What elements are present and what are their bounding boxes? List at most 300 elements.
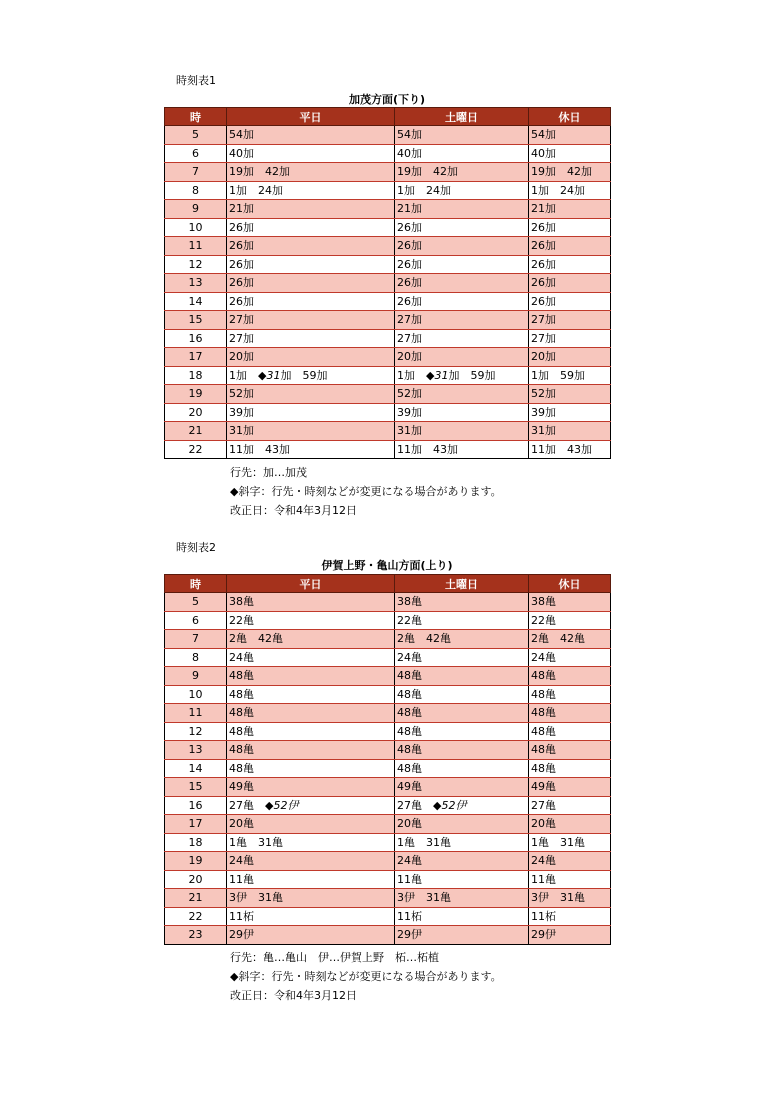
holiday-cell bbox=[529, 440, 611, 459]
saturday-cell bbox=[395, 255, 529, 274]
table-row bbox=[165, 348, 611, 367]
departure-time: 24亀 bbox=[229, 650, 254, 664]
departure-time: 27加 bbox=[229, 331, 254, 345]
departure-time: 31亀 bbox=[426, 835, 451, 849]
departure-time: 20亀 bbox=[531, 817, 556, 831]
departure-time: 48亀 bbox=[397, 687, 422, 701]
holiday-cell bbox=[529, 833, 611, 852]
holiday-cell bbox=[529, 907, 611, 926]
departure-time: 48亀 bbox=[229, 743, 254, 757]
header-hour: 時 bbox=[165, 575, 227, 593]
table-row bbox=[165, 144, 611, 163]
hour-cell: 6 bbox=[165, 611, 227, 630]
weekday-cell bbox=[227, 403, 395, 422]
saturday-cell bbox=[395, 181, 529, 200]
departure-time: 22亀 bbox=[397, 613, 422, 627]
table-row bbox=[165, 852, 611, 871]
table-row bbox=[165, 778, 611, 797]
departure-time: 27亀 bbox=[531, 798, 556, 812]
table-row bbox=[165, 292, 611, 311]
departure-time: 11加 bbox=[397, 442, 422, 456]
header-hour: 時 bbox=[165, 108, 227, 126]
saturday-cell bbox=[395, 348, 529, 367]
holiday-cell bbox=[529, 611, 611, 630]
table-row bbox=[165, 870, 611, 889]
departure-time: 39加 bbox=[397, 405, 422, 419]
departure-time: 3伊 bbox=[229, 891, 247, 905]
hour-cell: 13 bbox=[165, 274, 227, 293]
saturday-cell bbox=[395, 385, 529, 404]
departure-time: 48亀 bbox=[397, 669, 422, 683]
hour-cell: 18 bbox=[165, 366, 227, 385]
holiday-cell bbox=[529, 218, 611, 237]
hour-cell: 17 bbox=[165, 348, 227, 367]
departure-time: 26加 bbox=[397, 276, 422, 290]
table-row bbox=[165, 181, 611, 200]
departure-time: 11柘 bbox=[397, 909, 422, 923]
saturday-cell bbox=[395, 759, 529, 778]
table-row bbox=[165, 907, 611, 926]
departure-time: 26加 bbox=[229, 276, 254, 290]
holiday-cell bbox=[529, 852, 611, 871]
saturday-cell bbox=[395, 274, 529, 293]
weekday-cell bbox=[227, 907, 395, 926]
saturday-cell bbox=[395, 815, 529, 834]
departure-time: 31亀 bbox=[258, 835, 283, 849]
departure-time-italic-minute: 52伊 bbox=[273, 798, 299, 812]
weekday-cell bbox=[227, 181, 395, 200]
weekday-cell bbox=[227, 704, 395, 723]
timetable-1-revision-date: 改正日：令和4年3月12日 bbox=[230, 504, 357, 517]
timetable-2-destination-note: 行先：亀…亀山 伊…伊賀上野 柘…柘植 bbox=[230, 951, 439, 964]
hour-cell: 20 bbox=[165, 403, 227, 422]
departure-time: 49亀 bbox=[397, 780, 422, 794]
table-row bbox=[165, 722, 611, 741]
hour-cell: 14 bbox=[165, 759, 227, 778]
departure-time: 48亀 bbox=[531, 743, 556, 757]
table-row bbox=[165, 926, 611, 945]
departure-time: 48亀 bbox=[397, 706, 422, 720]
departure-time: 38亀 bbox=[397, 595, 422, 609]
hour-cell: 18 bbox=[165, 833, 227, 852]
holiday-cell bbox=[529, 403, 611, 422]
holiday-cell bbox=[529, 796, 611, 815]
table-row bbox=[165, 329, 611, 348]
holiday-cell bbox=[529, 255, 611, 274]
departure-time: 43加 bbox=[265, 442, 290, 456]
hour-cell: 8 bbox=[165, 648, 227, 667]
departure-time: 27加 bbox=[229, 313, 254, 327]
hour-cell: 5 bbox=[165, 593, 227, 612]
timetable-2-revision-date: 改正日：令和4年3月12日 bbox=[230, 989, 357, 1002]
saturday-cell bbox=[395, 422, 529, 441]
holiday-cell bbox=[529, 870, 611, 889]
holiday-cell bbox=[529, 741, 611, 760]
table-row bbox=[165, 311, 611, 330]
weekday-cell bbox=[227, 778, 395, 797]
saturday-cell bbox=[395, 440, 529, 459]
saturday-cell bbox=[395, 611, 529, 630]
weekday-cell bbox=[227, 648, 395, 667]
hour-cell: 9 bbox=[165, 667, 227, 686]
hour-cell: 15 bbox=[165, 778, 227, 797]
departure-time-destination: 加 bbox=[280, 368, 292, 382]
weekday-cell bbox=[227, 274, 395, 293]
hour-cell: 7 bbox=[165, 630, 227, 649]
departure-time: 52加 bbox=[531, 387, 556, 401]
hour-cell: 16 bbox=[165, 329, 227, 348]
table-row bbox=[165, 611, 611, 630]
holiday-cell bbox=[529, 889, 611, 908]
header-holiday: 休日 bbox=[529, 108, 611, 126]
saturday-cell bbox=[395, 722, 529, 741]
departure-time: 31亀 bbox=[426, 891, 451, 905]
saturday-cell bbox=[395, 741, 529, 760]
saturday-cell bbox=[395, 311, 529, 330]
departure-time: 3伊 bbox=[397, 891, 415, 905]
hour-cell: 7 bbox=[165, 163, 227, 182]
departure-time: 48亀 bbox=[229, 761, 254, 775]
hour-cell: 22 bbox=[165, 907, 227, 926]
departure-time: 24加 bbox=[560, 183, 585, 197]
weekday-cell bbox=[227, 667, 395, 686]
saturday-cell bbox=[395, 163, 529, 182]
saturday-cell bbox=[395, 852, 529, 871]
departure-time: 42亀 bbox=[426, 632, 451, 646]
departure-time: 21加 bbox=[531, 202, 556, 216]
departure-time: 1加 bbox=[531, 183, 549, 197]
table-row bbox=[165, 366, 611, 385]
table-row bbox=[165, 648, 611, 667]
departure-time: 48亀 bbox=[531, 687, 556, 701]
departure-time: 49亀 bbox=[229, 780, 254, 794]
table-row bbox=[165, 685, 611, 704]
header-weekday: 平日 bbox=[227, 108, 395, 126]
weekday-cell bbox=[227, 722, 395, 741]
holiday-cell bbox=[529, 329, 611, 348]
departure-time: 2亀 bbox=[531, 632, 549, 646]
saturday-cell bbox=[395, 796, 529, 815]
departure-time: 22亀 bbox=[531, 613, 556, 627]
table-row bbox=[165, 704, 611, 723]
departure-time: 48亀 bbox=[531, 724, 556, 738]
departure-time: 11柘 bbox=[531, 909, 556, 923]
weekday-cell bbox=[227, 759, 395, 778]
holiday-cell bbox=[529, 648, 611, 667]
departure-time: 26加 bbox=[229, 220, 254, 234]
weekday-cell bbox=[227, 422, 395, 441]
weekday-cell bbox=[227, 440, 395, 459]
holiday-cell bbox=[529, 759, 611, 778]
departure-time: 27加 bbox=[531, 313, 556, 327]
departure-time: 24亀 bbox=[397, 854, 422, 868]
departure-time: 24亀 bbox=[229, 854, 254, 868]
saturday-cell bbox=[395, 218, 529, 237]
holiday-cell bbox=[529, 630, 611, 649]
departure-time: 20亀 bbox=[229, 817, 254, 831]
departure-time: 26加 bbox=[531, 257, 556, 271]
departure-time: 48亀 bbox=[531, 669, 556, 683]
weekday-cell bbox=[227, 200, 395, 219]
departure-time: 40加 bbox=[229, 146, 254, 160]
departure-time: 21加 bbox=[397, 202, 422, 216]
table-row bbox=[165, 163, 611, 182]
holiday-cell bbox=[529, 126, 611, 145]
saturday-cell bbox=[395, 870, 529, 889]
hour-cell: 21 bbox=[165, 422, 227, 441]
departure-time: 48亀 bbox=[229, 724, 254, 738]
hour-cell: 16 bbox=[165, 796, 227, 815]
departure-time: 11加 bbox=[531, 442, 556, 456]
departure-time: 27加 bbox=[397, 313, 422, 327]
departure-time: 3伊 bbox=[531, 891, 549, 905]
table-row bbox=[165, 815, 611, 834]
weekday-cell bbox=[227, 741, 395, 760]
saturday-cell bbox=[395, 144, 529, 163]
departure-time: 1加 bbox=[397, 368, 415, 382]
departure-time: 1加 bbox=[229, 183, 247, 197]
saturday-cell bbox=[395, 126, 529, 145]
hour-cell: 22 bbox=[165, 440, 227, 459]
departure-time: 20加 bbox=[397, 350, 422, 364]
hour-cell: 6 bbox=[165, 144, 227, 163]
departure-time: 26加 bbox=[397, 220, 422, 234]
departure-time: 52加 bbox=[229, 387, 254, 401]
departure-time: 19加 bbox=[229, 165, 254, 179]
weekday-cell bbox=[227, 348, 395, 367]
table-row bbox=[165, 126, 611, 145]
saturday-cell bbox=[395, 237, 529, 256]
holiday-cell bbox=[529, 385, 611, 404]
hour-cell: 15 bbox=[165, 311, 227, 330]
table-row bbox=[165, 200, 611, 219]
table-row bbox=[165, 237, 611, 256]
header-weekday: 平日 bbox=[227, 575, 395, 593]
departure-time: 48亀 bbox=[229, 706, 254, 720]
saturday-cell bbox=[395, 833, 529, 852]
departure-time: 1加 bbox=[397, 183, 415, 197]
hour-cell: 9 bbox=[165, 200, 227, 219]
departure-time: 27亀 bbox=[229, 798, 254, 812]
saturday-cell bbox=[395, 329, 529, 348]
table-row bbox=[165, 385, 611, 404]
saturday-cell bbox=[395, 630, 529, 649]
departure-time: 26加 bbox=[229, 257, 254, 271]
weekday-cell bbox=[227, 366, 395, 385]
departure-time: 42亀 bbox=[258, 632, 283, 646]
holiday-cell bbox=[529, 366, 611, 385]
holiday-cell bbox=[529, 311, 611, 330]
departure-time: 20加 bbox=[531, 350, 556, 364]
departure-time: 24亀 bbox=[531, 650, 556, 664]
departure-time: 49亀 bbox=[531, 780, 556, 794]
table-row bbox=[165, 274, 611, 293]
departure-time: 27加 bbox=[397, 331, 422, 345]
table-row bbox=[165, 218, 611, 237]
departure-time: 26加 bbox=[531, 220, 556, 234]
hour-cell: 23 bbox=[165, 926, 227, 945]
departure-time: ◆ bbox=[426, 368, 435, 382]
holiday-cell bbox=[529, 722, 611, 741]
departure-time: 54加 bbox=[229, 128, 254, 142]
weekday-cell bbox=[227, 163, 395, 182]
departure-time: 48亀 bbox=[229, 687, 254, 701]
holiday-cell bbox=[529, 292, 611, 311]
weekday-cell bbox=[227, 796, 395, 815]
hour-cell: 13 bbox=[165, 741, 227, 760]
hour-cell: 11 bbox=[165, 704, 227, 723]
departure-time: 19加 bbox=[531, 165, 556, 179]
timetable-2-italic-note: ◆斜字：行先・時刻などが変更になる場合があります。 bbox=[230, 970, 502, 983]
departure-time: 48亀 bbox=[397, 743, 422, 757]
timetable-1-destination-note: 行先：加…加茂 bbox=[230, 466, 307, 479]
header-saturday: 土曜日 bbox=[395, 575, 529, 593]
departure-time: 26加 bbox=[531, 239, 556, 253]
departure-time: 59加 bbox=[470, 368, 496, 382]
weekday-cell bbox=[227, 815, 395, 834]
holiday-cell bbox=[529, 778, 611, 797]
departure-time: 1加 bbox=[229, 368, 247, 382]
departure-time: 29伊 bbox=[229, 928, 254, 942]
saturday-cell bbox=[395, 366, 529, 385]
departure-time: 39加 bbox=[229, 405, 254, 419]
weekday-cell bbox=[227, 218, 395, 237]
saturday-cell bbox=[395, 889, 529, 908]
saturday-cell bbox=[395, 403, 529, 422]
departure-time: 31亀 bbox=[560, 891, 585, 905]
weekday-cell bbox=[227, 237, 395, 256]
table-row bbox=[165, 403, 611, 422]
saturday-cell bbox=[395, 292, 529, 311]
weekday-cell bbox=[227, 630, 395, 649]
table-row bbox=[165, 796, 611, 815]
weekday-cell bbox=[227, 329, 395, 348]
departure-time: 24亀 bbox=[531, 854, 556, 868]
holiday-cell bbox=[529, 815, 611, 834]
hour-cell: 21 bbox=[165, 889, 227, 908]
holiday-cell bbox=[529, 667, 611, 686]
table-row bbox=[165, 833, 611, 852]
hour-cell: 12 bbox=[165, 255, 227, 274]
table-row bbox=[165, 741, 611, 760]
timetable-2-label: 時刻表2 bbox=[176, 541, 216, 554]
holiday-cell bbox=[529, 163, 611, 182]
departure-time: 42加 bbox=[567, 165, 592, 179]
departure-time: 48亀 bbox=[397, 761, 422, 775]
holiday-cell bbox=[529, 274, 611, 293]
table-row bbox=[165, 440, 611, 459]
holiday-cell bbox=[529, 348, 611, 367]
departure-time: 1亀 bbox=[531, 835, 549, 849]
departure-time: 26加 bbox=[531, 294, 556, 308]
departure-time: 42加 bbox=[433, 165, 458, 179]
departure-time: 38亀 bbox=[531, 595, 556, 609]
header-saturday: 土曜日 bbox=[395, 108, 529, 126]
weekday-cell bbox=[227, 685, 395, 704]
departure-time: 54加 bbox=[531, 128, 556, 142]
departure-time: 48亀 bbox=[397, 724, 422, 738]
departure-time: 52加 bbox=[397, 387, 422, 401]
departure-time: 21加 bbox=[229, 202, 254, 216]
departure-time: 42加 bbox=[265, 165, 290, 179]
departure-time: 31加 bbox=[531, 424, 556, 438]
departure-time: 40加 bbox=[397, 146, 422, 160]
saturday-cell bbox=[395, 907, 529, 926]
timetable-1 bbox=[164, 107, 611, 459]
timetable-1-title: 加茂方面(下り) bbox=[348, 93, 426, 106]
departure-time: 2亀 bbox=[229, 632, 247, 646]
departure-time: 2亀 bbox=[397, 632, 415, 646]
departure-time: 24亀 bbox=[397, 650, 422, 664]
saturday-cell bbox=[395, 200, 529, 219]
hour-cell: 5 bbox=[165, 126, 227, 145]
departure-time: ◆ bbox=[433, 798, 442, 812]
departure-time: 26加 bbox=[397, 257, 422, 271]
timetable-2 bbox=[164, 574, 611, 945]
table-row bbox=[165, 630, 611, 649]
table-row bbox=[165, 759, 611, 778]
saturday-cell bbox=[395, 926, 529, 945]
departure-time: 54加 bbox=[397, 128, 422, 142]
weekday-cell bbox=[227, 833, 395, 852]
hour-cell: 11 bbox=[165, 237, 227, 256]
departure-time: 59加 bbox=[560, 368, 585, 382]
saturday-cell bbox=[395, 778, 529, 797]
departure-time: 27亀 bbox=[397, 798, 422, 812]
departure-time: 39加 bbox=[531, 405, 556, 419]
weekday-cell bbox=[227, 870, 395, 889]
holiday-cell bbox=[529, 181, 611, 200]
saturday-cell bbox=[395, 667, 529, 686]
holiday-cell bbox=[529, 685, 611, 704]
weekday-cell bbox=[227, 126, 395, 145]
departure-time: 43加 bbox=[567, 442, 592, 456]
saturday-cell bbox=[395, 704, 529, 723]
weekday-cell bbox=[227, 852, 395, 871]
hour-cell: 19 bbox=[165, 852, 227, 871]
departure-time: 26加 bbox=[397, 294, 422, 308]
departure-time: 24加 bbox=[426, 183, 451, 197]
departure-time: 48亀 bbox=[531, 761, 556, 775]
weekday-cell bbox=[227, 926, 395, 945]
hour-cell: 10 bbox=[165, 218, 227, 237]
departure-time: 11柘 bbox=[229, 909, 254, 923]
departure-time: 31加 bbox=[229, 424, 254, 438]
holiday-cell bbox=[529, 593, 611, 612]
departure-time: ◆ bbox=[258, 368, 267, 382]
holiday-cell bbox=[529, 144, 611, 163]
hour-cell: 19 bbox=[165, 385, 227, 404]
weekday-cell bbox=[227, 385, 395, 404]
departure-time: 26加 bbox=[229, 294, 254, 308]
hour-cell: 10 bbox=[165, 685, 227, 704]
departure-time: 1亀 bbox=[397, 835, 415, 849]
timetable-2-title: 伊賀上野・亀山方面(上り) bbox=[321, 559, 453, 572]
departure-time: 48亀 bbox=[531, 706, 556, 720]
saturday-cell bbox=[395, 593, 529, 612]
table-row bbox=[165, 889, 611, 908]
departure-time: ◆ bbox=[265, 798, 274, 812]
timetable-1-italic-note: ◆斜字：行先・時刻などが変更になる場合があります。 bbox=[230, 485, 502, 498]
weekday-cell bbox=[227, 611, 395, 630]
header-holiday: 休日 bbox=[529, 575, 611, 593]
departure-time-destination: 加 bbox=[448, 368, 460, 382]
departure-time: 11亀 bbox=[229, 872, 254, 886]
table-row bbox=[165, 593, 611, 612]
departure-time: 20亀 bbox=[397, 817, 422, 831]
holiday-cell bbox=[529, 422, 611, 441]
departure-time-italic-minute: 31 bbox=[266, 368, 281, 382]
